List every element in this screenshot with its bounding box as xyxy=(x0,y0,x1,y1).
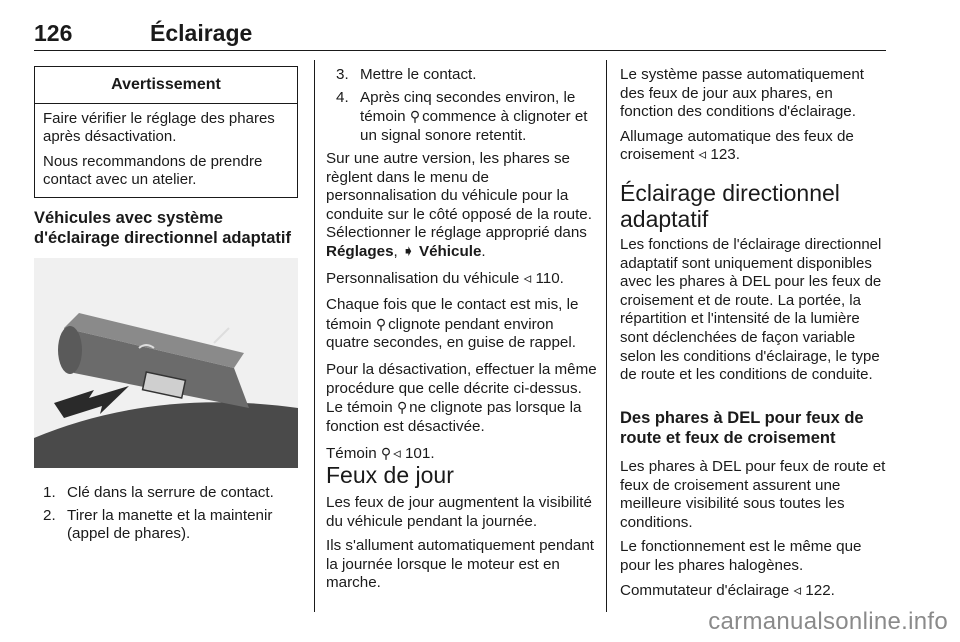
column-2-daytime-text xyxy=(326,494,598,593)
menu-vehicle: Véhicule xyxy=(418,242,482,260)
list-item: 4. Après cinq secondes environ, le témoin ⚲ commence à clignoter et un signal sonore retentit. xyxy=(336,88,588,144)
page-reference: 123. xyxy=(710,146,740,164)
warning-text-1: Faire vérifier le réglage des phares après désactivation. xyxy=(43,110,275,146)
column-divider-2 xyxy=(606,60,607,612)
paragraph-daytime-1: Les feux de jour augmentent la visibilité du véhicule pendant la journée. xyxy=(326,494,592,530)
steps-list-2 xyxy=(336,66,596,149)
indicator-lamp-icon: ⚲ xyxy=(375,315,387,332)
menu-arrow-icon: ➧ xyxy=(401,242,415,260)
list-item: 2. Tirer la manette et la maintenir (appel de phares). xyxy=(43,506,273,543)
column-divider-1 xyxy=(314,60,315,612)
paragraph-auto-switch: Le système passe automatiquement des feux de jour aux phares, en fonction des conditions d'éclairage. xyxy=(620,66,864,121)
menu-settings: Réglages xyxy=(326,242,394,260)
paragraph-led-1: Les phares à DEL pour feux de route et feux de croisement assurent une meilleure visibilité sous toutes les conditions. xyxy=(620,458,886,531)
page-title: Éclairage xyxy=(150,20,253,46)
section-heading-daytime-lights: Feux de jour xyxy=(326,462,454,488)
paragraph-led-2: Le fonctionnement est le même que pour les phares halogènes. xyxy=(620,538,862,574)
reference-arrow-icon: ◃ xyxy=(393,445,401,463)
section-heading-adaptive-lighting: Éclairage directionnel adaptatif xyxy=(620,180,840,232)
paragraph-deactivation: Pour la désactivation, effectuer la même procédure que celle décrite ci-dessus. Le témoin ⚲ ne clignote pas lorsque la fonction est désactivée. xyxy=(326,360,597,435)
page-reference: 122. xyxy=(805,581,835,599)
steps-list-1 xyxy=(43,484,303,548)
watermark: carmanualsonline.info xyxy=(708,608,948,635)
indicator-lamp-icon: ⚲ xyxy=(409,108,421,125)
paragraph-other-version: Sur une autre version, les phares se règlent dans le menu de personnalisation du véhicule pour la conduite sur le côté opposé de la route. Sélectionner le réglage approprié dans Réglages, ➧ Véhicule. xyxy=(326,150,592,260)
indicator-lamp-icon: ⚲ xyxy=(396,399,408,416)
page-reference: 101. xyxy=(404,445,435,463)
headlight-lever-illustration xyxy=(34,258,298,468)
page-header xyxy=(34,18,886,51)
page-reference: 110. xyxy=(535,269,564,287)
column-3-led-text xyxy=(620,458,888,600)
reference-arrow-icon: ◃ xyxy=(523,269,532,287)
list-item: 1. Clé dans la serrure de contact. xyxy=(43,484,274,501)
list-item: 3. Mettre le contact. xyxy=(336,66,477,83)
reference-arrow-icon: ◃ xyxy=(793,581,802,599)
section-heading-led: Des phares à DEL pour feux de route et feux de croisement xyxy=(620,409,864,447)
warning-body xyxy=(35,104,297,190)
paragraph-low-beam: Allumage automatique des feux de croisement ◃ 123. xyxy=(620,127,854,164)
page-number: 126 xyxy=(34,20,73,46)
headlight-lever-image xyxy=(34,258,298,468)
warning-text-2: Nous recommandons de prendre contact avec un atelier. xyxy=(43,152,263,189)
indicator-lamp-icon: ⚲ xyxy=(380,445,392,462)
paragraph-personalisation: Personnalisation du véhicule ◃ 110. xyxy=(326,269,564,287)
section-heading-adaptive-vehicles: Véhicules avec système d'éclairage directionnel adaptatif xyxy=(34,209,291,247)
warning-title: Avertissement xyxy=(35,67,297,104)
paragraph-temoin: Témoin ⚲ ◃ 101. xyxy=(326,445,435,463)
paragraph-each-time: Chaque fois que le contact est mis, le témoin ⚲ clignote pendant environ quatre secondes, en guise de rappel. xyxy=(326,296,579,352)
warning-box xyxy=(34,66,298,198)
column-3-top-text xyxy=(620,66,886,165)
reference-arrow-icon: ◃ xyxy=(698,146,707,164)
paragraph-light-switch: Commutateur d'éclairage ◃ 122. xyxy=(620,581,835,599)
paragraph-daytime-2: Ils s'allument automatiquement pendant la journée lorsque le moteur est en marche. xyxy=(326,537,594,592)
column-2-text xyxy=(326,150,598,464)
paragraph-adaptive: Les fonctions de l'éclairage directionnel adaptatif sont uniquement disponibles avec les phares à DEL pour les feux de croisement et de route. La portée, la répartition et l'intensité de la lumière sont déclenchées de façon variable selon les conditions d'éclairage, le type de route et les conditions de conduite. xyxy=(620,236,882,384)
